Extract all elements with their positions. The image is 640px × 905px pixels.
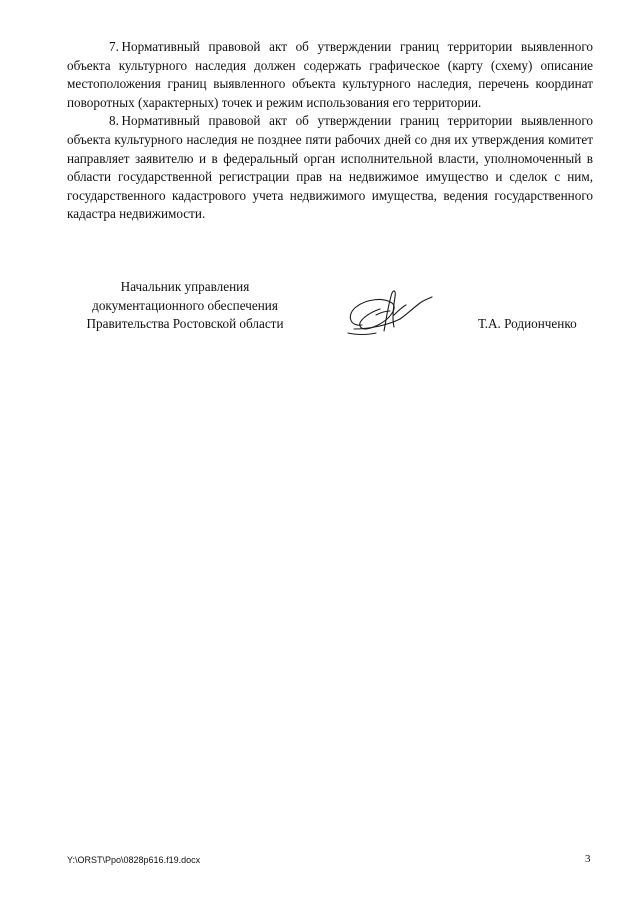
page-number: 3 <box>585 853 591 865</box>
footer-file-path: Y:\ORST\Ppo\0828p616.f19.docx <box>67 855 201 865</box>
signatory-title-line: Правительства Ростовской области <box>86 316 284 332</box>
signatory-title-line: документационного обеспечения <box>92 297 278 313</box>
signer-name: Т.А. Родионченко <box>478 316 577 331</box>
document-body <box>67 38 593 224</box>
signatory-title <box>60 278 310 334</box>
handwritten-signature <box>340 285 435 340</box>
signatory-title-line: Начальник управления <box>120 279 250 294</box>
paragraph-7 <box>67 38 593 112</box>
paragraph-8 <box>67 112 593 224</box>
paragraph-text: Нормативный правовой акт об утверждении границ территории выявленного объекта культурного наследия должен содержать графическое (карту (схему) описание местоположения границ выявленного объекта культурного наследия, перечень координат поворотных (характерных) точек и режим использования его территории. <box>67 39 593 110</box>
paragraph-text: Нормативный правовой акт об утверждении границ территории выявленного объекта культурного наследия не позднее пяти рабочих дней со дня их утверждения комитет направляет заявителю и в федеральный орган исполнительной власти, уполномоченный в области государственной регистрации прав на недвижимое имущество и сделок с ним, государственного кадастрового учета недвижимого имущества, ведения государственного кадастра недвижимости. <box>67 113 593 222</box>
paragraph-number: 7. <box>109 39 119 54</box>
paragraph-number: 8. <box>109 113 119 129</box>
